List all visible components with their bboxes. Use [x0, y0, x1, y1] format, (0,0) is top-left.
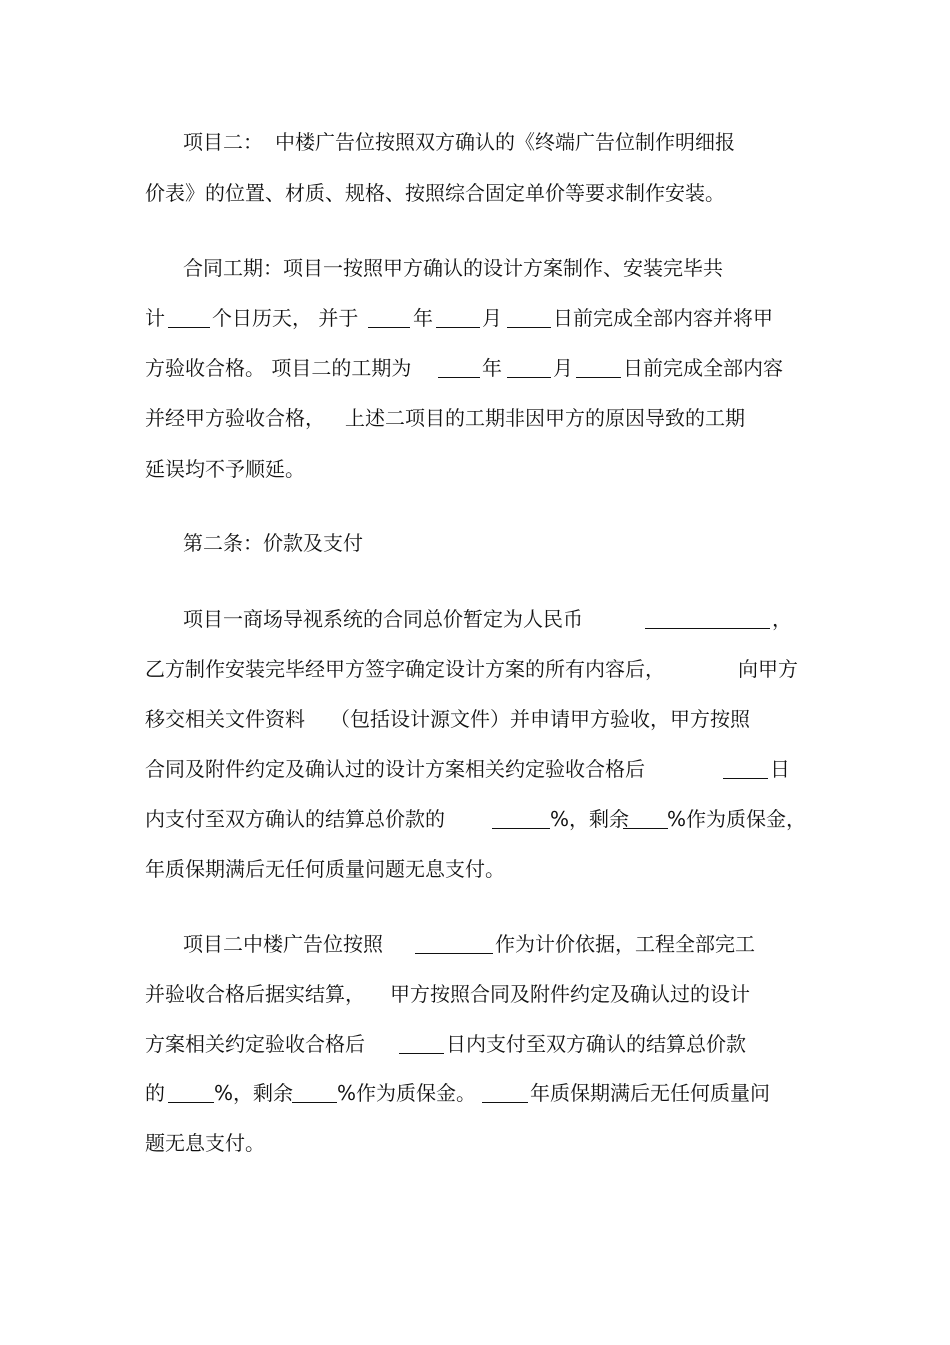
- text: %，剩余: [550, 807, 630, 831]
- fill-blank[interactable]: [623, 828, 668, 829]
- text: 题无息支付。: [145, 1131, 265, 1155]
- text: ，: [772, 607, 792, 631]
- fill-blank[interactable]: [576, 377, 621, 378]
- text: 年质保期满后无任何质量问题无息支付。: [145, 857, 505, 881]
- text: 日: [770, 757, 790, 781]
- text: 日前完成全部内容并将甲: [553, 306, 773, 330]
- text: 乙方制作安装完毕经甲方签字确定设计方案的所有内容后，: [145, 657, 665, 681]
- fill-blank[interactable]: [436, 327, 480, 328]
- text: 月: [482, 306, 502, 330]
- text: 计: [145, 306, 165, 330]
- text: 年: [413, 306, 433, 330]
- text: %作为质保金，: [667, 807, 807, 831]
- text: %，剩余: [214, 1081, 294, 1105]
- text: 内支付至双方确认的结算总价款的: [145, 807, 445, 831]
- text: 方案相关约定验收合格后: [145, 1032, 365, 1056]
- text: 月: [553, 356, 573, 380]
- fill-blank[interactable]: [368, 327, 410, 328]
- fill-blank[interactable]: [492, 828, 550, 829]
- text: 甲方按照合同及附件约定及确认过的设计: [390, 982, 750, 1006]
- fill-blank[interactable]: [438, 377, 480, 378]
- text: 年: [482, 356, 502, 380]
- text: 并验收合格后据实结算，: [145, 982, 365, 1006]
- fill-blank[interactable]: [507, 377, 551, 378]
- text: 年质保期满后无任何质量问: [530, 1081, 770, 1105]
- text: 项目二：: [183, 130, 263, 154]
- text: 合同及附件约定及确认过的设计方案相关约定验收合格后: [145, 757, 645, 781]
- text: 上述二项目的工期非因甲方的原因导致的工期: [345, 406, 745, 430]
- fill-blank[interactable]: [168, 327, 210, 328]
- text: 延误均不予顺延。: [145, 457, 305, 481]
- text: （包括设计源文件）并申请甲方验收，甲方按照: [330, 707, 750, 731]
- fill-blank[interactable]: [645, 628, 770, 629]
- text: 个日历天， 并于: [212, 306, 359, 330]
- text: 项目二中楼广告位按照: [183, 932, 383, 956]
- fill-blank[interactable]: [399, 1053, 444, 1054]
- text: 移交相关文件资料: [145, 707, 305, 731]
- text: %作为质保金。: [337, 1081, 477, 1105]
- fill-blank[interactable]: [507, 327, 551, 328]
- text: 作为计价依据，工程全部完工: [495, 932, 755, 956]
- fill-blank[interactable]: [168, 1102, 214, 1103]
- text: 中楼广告位按照双方确认的《终端广告位制作明细报: [275, 130, 735, 154]
- heading-text: 第二条：价款及支付: [183, 531, 363, 555]
- fill-blank[interactable]: [723, 778, 768, 779]
- text: 向甲方: [738, 657, 798, 681]
- text: 的: [145, 1081, 165, 1105]
- fill-blank[interactable]: [292, 1102, 337, 1103]
- text: 方验收合格。 项目二的工期为: [145, 356, 412, 380]
- fill-blank[interactable]: [415, 953, 493, 954]
- text: 项目一商场导视系统的合同总价暂定为人民币: [183, 607, 583, 631]
- text: 日内支付至双方确认的结算总价款: [446, 1032, 746, 1056]
- text: 合同工期：项目一按照甲方确认的设计方案制作、安装完毕共: [183, 256, 723, 280]
- text: 价表》的位置、材质、规格、按照综合固定单价等要求制作安装。: [145, 181, 725, 205]
- text: 并经甲方验收合格，: [145, 406, 325, 430]
- fill-blank[interactable]: [482, 1102, 528, 1103]
- text: 日前完成全部内容: [623, 356, 783, 380]
